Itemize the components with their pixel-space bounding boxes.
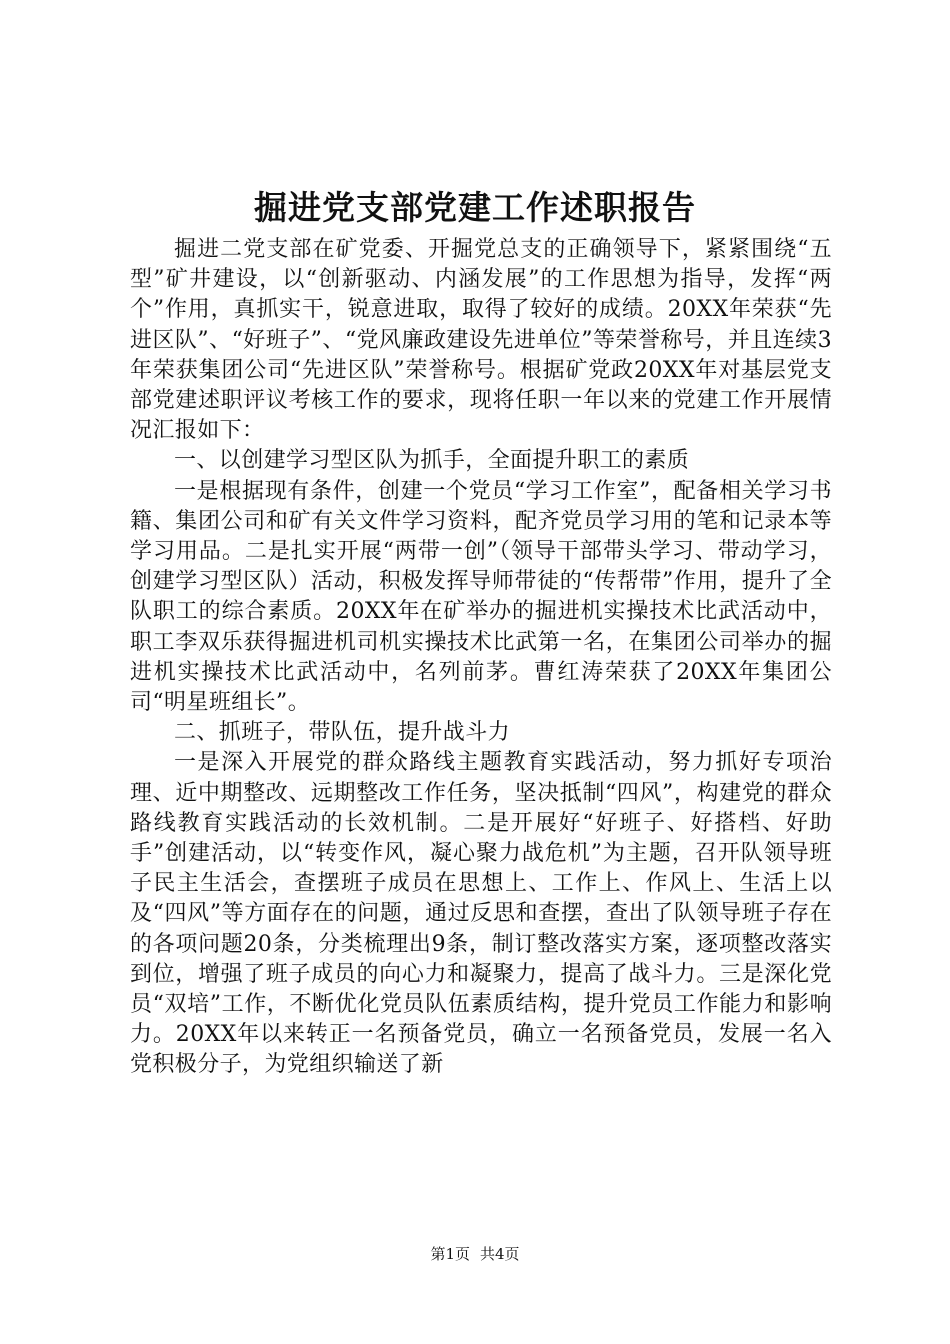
section-heading-2: 二、抓班子，带队伍，提升战斗力 <box>174 720 511 746</box>
section-1-paragraph: 一是根据现有条件，创建一个党员“学习工作室”，配备相关学习书籍、集团公司和矿有关文件学习资料，配齐党员学习用的笔和记录本等学习用品。二是扎实开展“两带一创”（领导干部带头学习、带动学习，创建学习型区队）活动，积极发挥导师带徒的“传帮带”作用，提升了全队职工的综合素质。20XX年在矿举办的掘进机实操技术比武活动中，职工李双乐获得掘进机司机实操技术比武第一名，在集团公司举办的掘进机实操技术比武活动中，名列前茅。曹红涛荣获了20XX年集团公司“明星班组长”。 <box>130 478 832 716</box>
page-count: 共4页 <box>480 1245 520 1263</box>
page-number: 第1页 <box>430 1245 470 1263</box>
intro-paragraph: 掘进二党支部在矿党委、开掘党总支的正确领导下，紧紧围绕“五型”矿井建设，以“创新驱动、内涵发展”的工作思想为指导，发挥“两个”作用，真抓实干，锐意进取，取得了较好的成绩。20XX年荣获“先进区队”、“好班子”、“党风廉政建设先进单位”等荣誉称号，并且连续3年荣获集团公司“先进区队”荣誉称号。根据矿党政20XX年对基层党支部党建述职评议考核工作的要求，现将任职一年以来的党建工作开展情况汇报如下： <box>130 237 832 444</box>
document-title: 掘进党支部党建工作述职报告 <box>254 188 696 227</box>
page-footer <box>0 1244 950 1264</box>
section-2-paragraph: 一是深入开展党的群众路线主题教育实践活动，努力抓好专项治理、近中期整改、远期整改工作任务，坚决抵制“四风”，构建党的群众路线教育实践活动的长效机制。二是开展好“好班子、好搭档、好助手”创建活动，以“转变作风，凝心聚力战危机”为主题，召开队领导班子民主生活会，查摆班子成员在思想上、工作上、作风上、生活上以及“四风”等方面存在的问题，通过反思和查摆，查出了队领导班子存在的各项问题20条，分类梳理出9条，制订整改落实方案，逐项整改落实到位，增强了班子成员的向心力和凝聚力，提高了战斗力。三是深化党员“双培”工作，不断优化党员队伍素质结构，提升党员工作能力和影响力。20XX年以来转正一名预备党员，确立一名预备党员，发展一名入党积极分子，为党组织输送了新 <box>130 750 832 1078</box>
document-body <box>130 235 832 1081</box>
section-heading-1: 一、以创建学习型区队为抓手，全面提升职工的素质 <box>174 448 690 474</box>
